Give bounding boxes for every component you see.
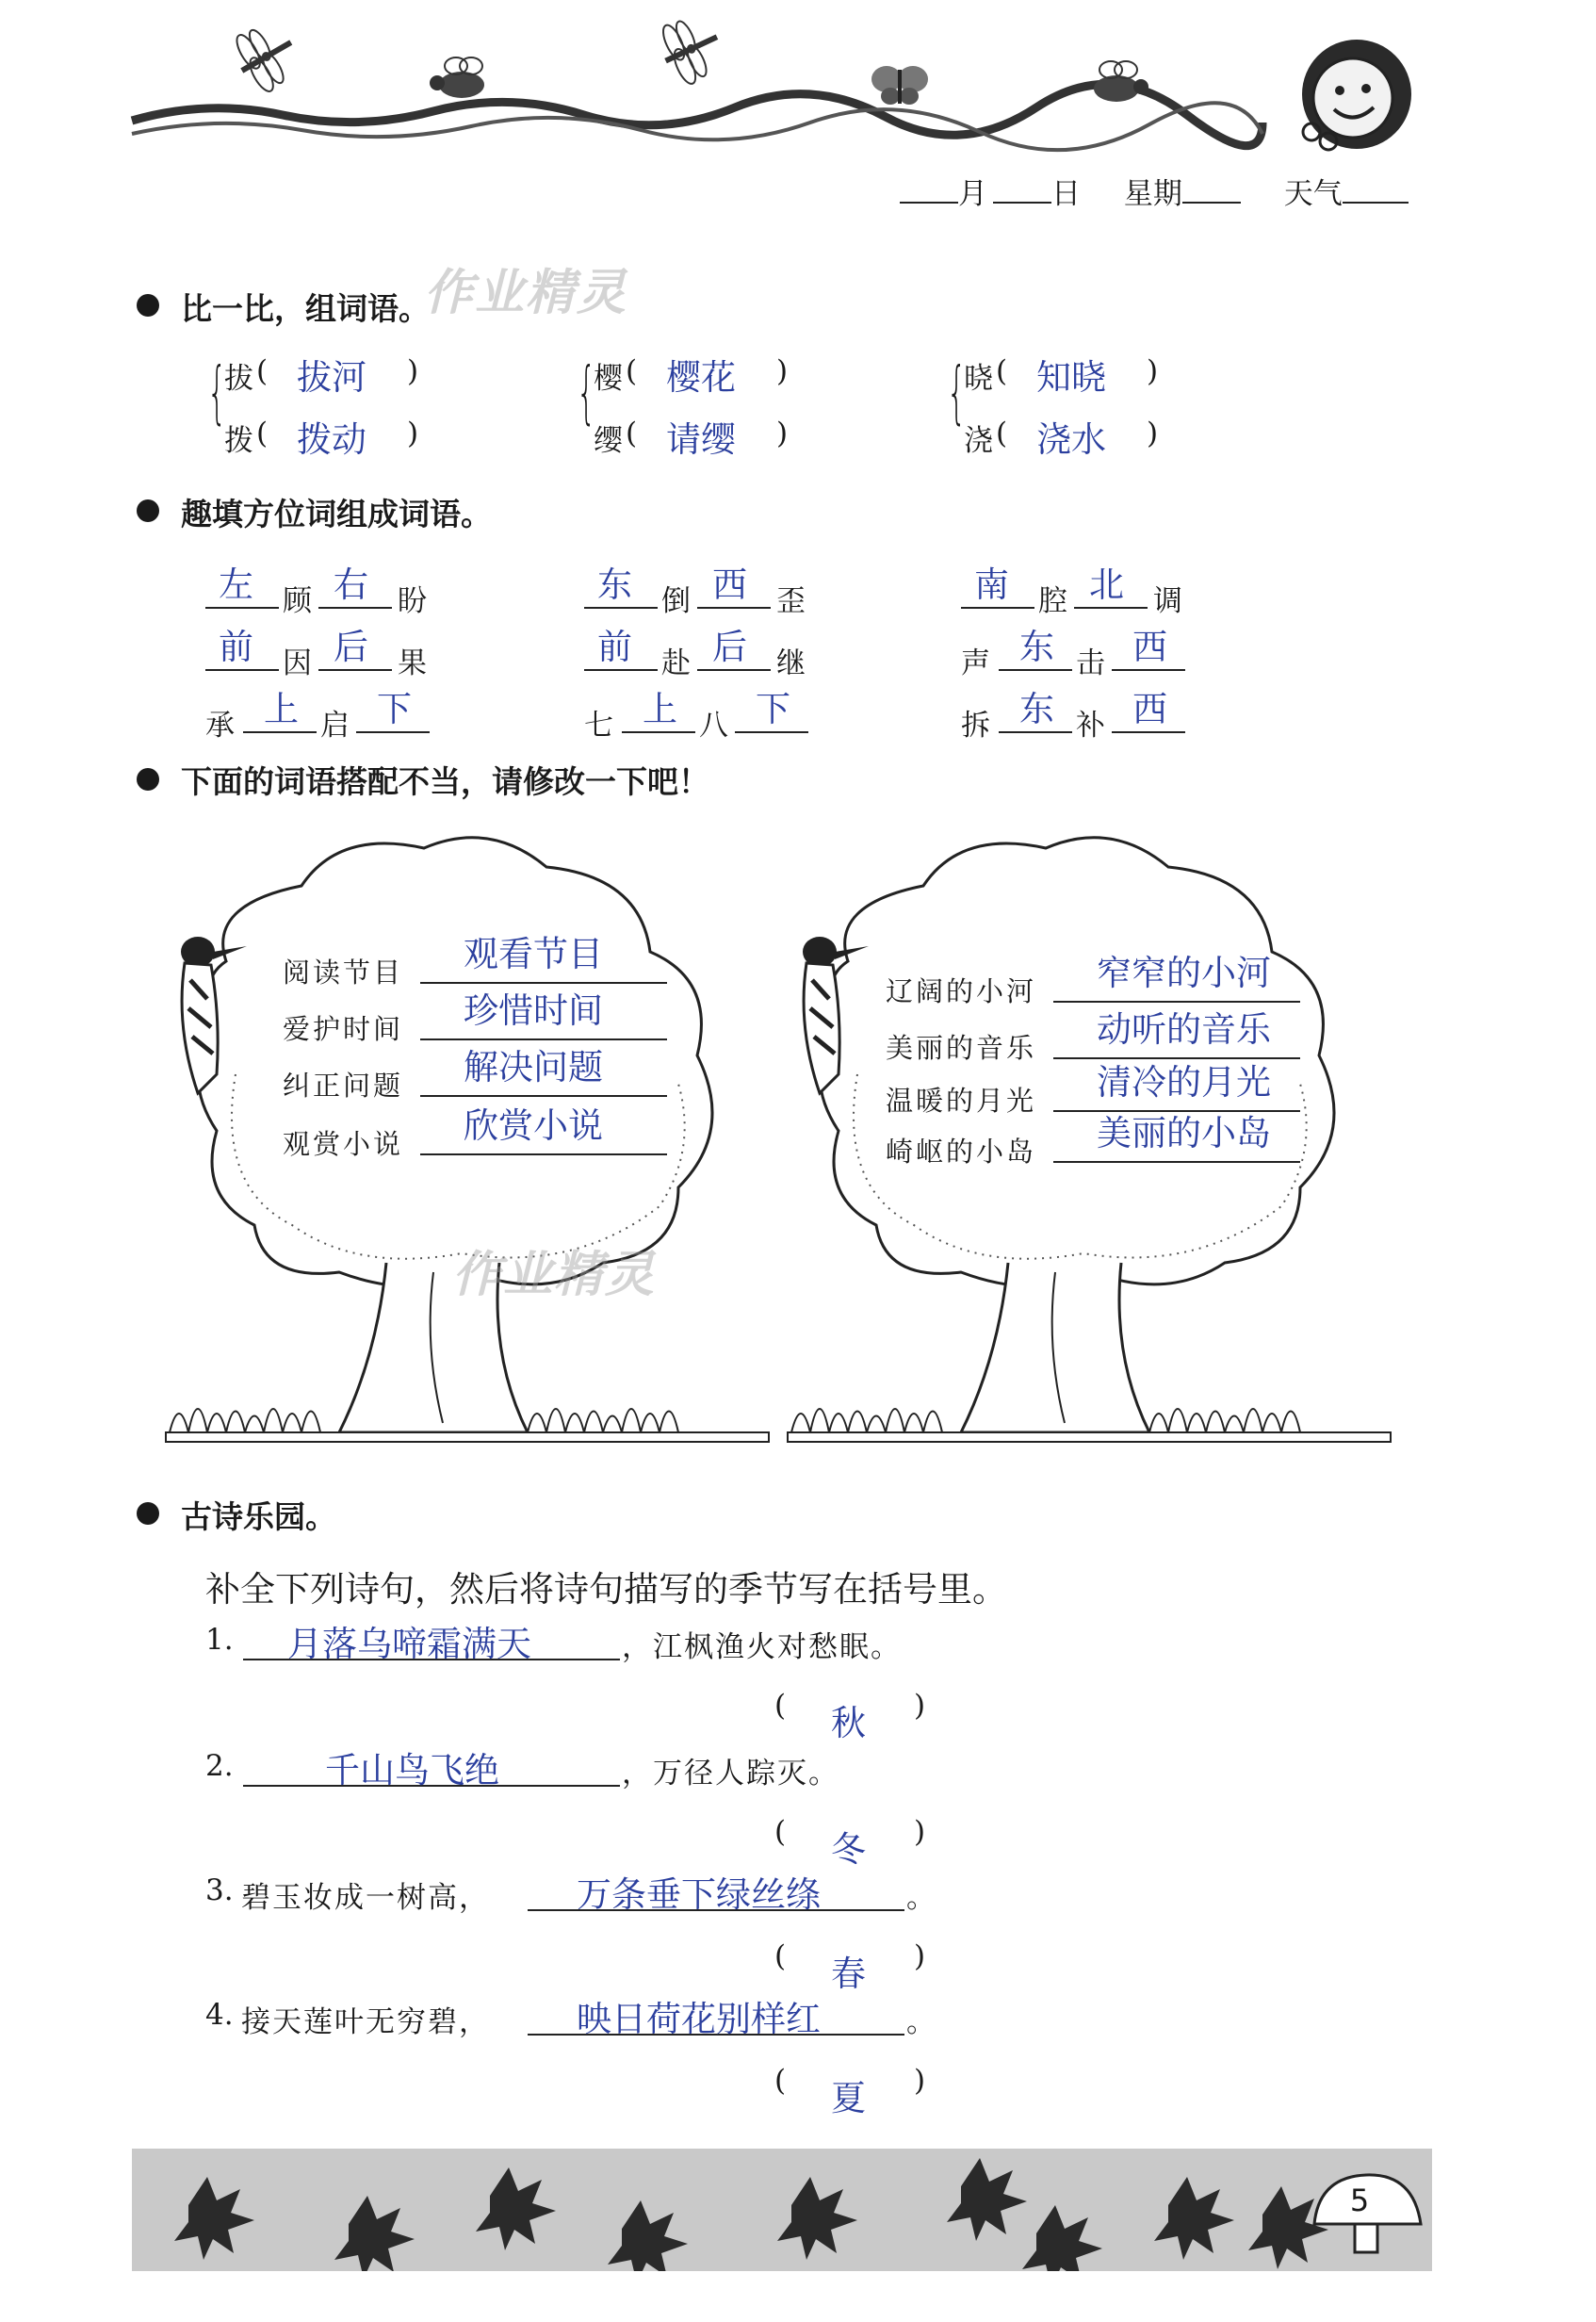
season-answer: 冬 bbox=[831, 1829, 866, 1870]
section-bullet bbox=[137, 499, 159, 522]
direction-answer: 南 bbox=[974, 564, 1009, 605]
fixed-phrase: 观看节目 bbox=[464, 934, 603, 974]
fixed-char: 承 bbox=[205, 709, 235, 743]
wrong-phrase: 阅读节目 bbox=[283, 957, 404, 989]
paren-close: ) bbox=[914, 1939, 926, 1973]
poem-number: 4. bbox=[205, 1998, 234, 2032]
month-label: 月 bbox=[958, 177, 987, 211]
fixed-char: 腔 bbox=[1038, 584, 1067, 618]
direction-answer: 前 bbox=[597, 627, 632, 667]
fixed-phrase: 窄窄的小河 bbox=[1097, 953, 1271, 993]
wrong-phrase: 辽阔的小河 bbox=[886, 975, 1037, 1007]
direction-answer: 上 bbox=[264, 689, 299, 729]
direction-answer: 西 bbox=[712, 564, 747, 605]
direction-answer: 东 bbox=[1019, 627, 1054, 667]
blank-line bbox=[356, 731, 430, 733]
section3-title: 下面的词语搭配不当，请修改一下吧！ bbox=[181, 763, 709, 800]
direction-answer: 东 bbox=[1019, 689, 1054, 729]
paren-close: ) bbox=[914, 1689, 926, 1723]
answer-word: 拨动 bbox=[297, 419, 366, 460]
fixed-char: 声 bbox=[961, 646, 990, 680]
paren-open: ( bbox=[256, 417, 269, 450]
poem-instruction: 补全下列诗句，然后将诗句描写的季节写在括号里。 bbox=[205, 1569, 1007, 1610]
season-answer: 春 bbox=[831, 1954, 866, 1994]
poem-answer: 千山鸟飞绝 bbox=[325, 1750, 499, 1791]
fixed-char: 倒 bbox=[661, 584, 691, 618]
bee-icon bbox=[1094, 61, 1148, 102]
blank-line bbox=[1112, 669, 1185, 671]
fixed-char: 启 bbox=[320, 709, 350, 743]
fixed-phrase: 美丽的小岛 bbox=[1097, 1113, 1271, 1153]
blank-line bbox=[205, 669, 279, 671]
direction-answer: 后 bbox=[712, 627, 747, 667]
fixed-char: 补 bbox=[1076, 709, 1105, 743]
direction-answer: 上 bbox=[643, 689, 677, 729]
blank-line bbox=[999, 731, 1072, 733]
poem-end: 。 bbox=[906, 2005, 936, 2039]
brace: { bbox=[577, 352, 596, 432]
direction-answer: 北 bbox=[1089, 564, 1124, 605]
poem-answer: 月落乌啼霜满天 bbox=[287, 1624, 531, 1664]
poem-text: ，万径人踪灭。 bbox=[622, 1757, 839, 1791]
direction-answer: 左 bbox=[219, 564, 253, 605]
blank-line bbox=[735, 731, 808, 733]
paren-close: ) bbox=[1147, 417, 1159, 450]
compare-char: 樱 bbox=[594, 362, 623, 396]
footer-leaf-banner bbox=[132, 2149, 1432, 2271]
poem-text: 接天莲叶无穷碧， bbox=[241, 2005, 490, 2039]
direction-answer: 下 bbox=[756, 689, 790, 729]
paren-open: ( bbox=[626, 417, 638, 450]
direction-answer: 右 bbox=[334, 564, 368, 605]
page-number: 5 bbox=[1349, 2183, 1370, 2218]
fixed-phrase: 清冷的月光 bbox=[1097, 1062, 1271, 1103]
fixed-char: 赴 bbox=[661, 646, 691, 680]
season-answer: 秋 bbox=[831, 1703, 866, 1743]
butterfly-icon bbox=[871, 66, 928, 105]
section4-title: 古诗乐园。 bbox=[181, 1498, 336, 1535]
bee-icon bbox=[430, 57, 484, 98]
direction-answer: 西 bbox=[1132, 627, 1167, 667]
blank-line bbox=[961, 607, 1034, 609]
paren-close: ) bbox=[407, 417, 419, 450]
compare-char: 缨 bbox=[594, 424, 623, 458]
fixed-char: 拆 bbox=[961, 709, 990, 743]
season-answer: 夏 bbox=[831, 2078, 866, 2118]
compare-char: 浇 bbox=[964, 424, 993, 458]
blank-line bbox=[205, 607, 279, 609]
paren-close: ) bbox=[914, 2064, 926, 2098]
section-bullet bbox=[137, 1502, 159, 1525]
compare-char: 晓 bbox=[964, 362, 993, 396]
answer-word: 樱花 bbox=[666, 357, 736, 398]
fixed-phrase: 解决问题 bbox=[464, 1047, 603, 1087]
poem-number: 1. bbox=[205, 1623, 234, 1657]
wrong-phrase: 爱护时间 bbox=[283, 1013, 404, 1045]
direction-answer: 西 bbox=[1132, 689, 1167, 729]
poem-end: 。 bbox=[906, 1881, 936, 1915]
brace: { bbox=[207, 352, 227, 432]
fixed-char: 调 bbox=[1153, 584, 1182, 618]
poem-answer: 万条垂下绿丝绦 bbox=[577, 1874, 821, 1915]
wrong-phrase: 温暖的月光 bbox=[886, 1085, 1037, 1117]
answer-word: 请缨 bbox=[666, 419, 736, 460]
blank-line bbox=[999, 669, 1072, 671]
watermark: 作业精灵 bbox=[424, 265, 628, 321]
fixed-char: 继 bbox=[776, 646, 806, 680]
paren-open: ( bbox=[256, 354, 269, 388]
poem-number: 3. bbox=[205, 1873, 234, 1907]
compare-char: 拔 bbox=[224, 362, 253, 396]
paren-open: ( bbox=[996, 354, 1008, 388]
poem-answer: 映日荷花别样红 bbox=[577, 1999, 821, 2039]
watermark: 作业精灵 bbox=[452, 1247, 657, 1303]
section-bullet bbox=[137, 768, 159, 791]
fixed-phrase: 欣赏小说 bbox=[464, 1105, 603, 1146]
paren-close: ) bbox=[776, 354, 789, 388]
fixed-char: 果 bbox=[398, 646, 427, 680]
blank-line bbox=[584, 607, 658, 609]
dragonfly-icon bbox=[226, 15, 307, 99]
poem-text: 碧玉妆成一树高， bbox=[241, 1881, 490, 1915]
answer-word: 浇水 bbox=[1036, 419, 1106, 460]
wrong-phrase: 美丽的音乐 bbox=[886, 1032, 1037, 1064]
wrong-phrase: 崎岖的小岛 bbox=[886, 1136, 1037, 1168]
answer-line bbox=[420, 1153, 667, 1155]
blank-line bbox=[243, 731, 317, 733]
wrong-phrase: 观赏小说 bbox=[283, 1128, 404, 1160]
blank-line bbox=[318, 607, 392, 609]
weather-label: 天气 bbox=[1283, 177, 1343, 211]
paren-open: ( bbox=[774, 1689, 787, 1723]
section2-title: 趣填方位词组成词语。 bbox=[181, 496, 492, 532]
answer-line bbox=[1053, 1161, 1300, 1163]
paren-open: ( bbox=[996, 417, 1008, 450]
poem-number: 2. bbox=[205, 1749, 234, 1783]
answer-word: 拔河 bbox=[297, 357, 366, 398]
paren-close: ) bbox=[914, 1815, 926, 1849]
blank-line bbox=[622, 731, 695, 733]
paren-close: ) bbox=[407, 354, 419, 388]
fixed-char: 八 bbox=[699, 709, 728, 743]
paren-close: ) bbox=[776, 417, 789, 450]
blank-line bbox=[697, 669, 771, 671]
direction-answer: 后 bbox=[334, 627, 368, 667]
fixed-phrase: 动听的音乐 bbox=[1097, 1009, 1271, 1050]
answer-word: 知晓 bbox=[1036, 357, 1106, 398]
paren-open: ( bbox=[774, 1815, 787, 1849]
wrong-phrase: 纠正问题 bbox=[283, 1070, 404, 1102]
blank-line bbox=[318, 669, 392, 671]
paren-close: ) bbox=[1147, 354, 1159, 388]
blank-line bbox=[1074, 607, 1148, 609]
fixed-char: 盼 bbox=[398, 584, 427, 618]
right-tree-icon bbox=[788, 838, 1391, 1442]
direction-answer: 前 bbox=[219, 627, 253, 667]
sun-face-icon bbox=[1302, 40, 1411, 150]
fixed-char: 击 bbox=[1076, 646, 1105, 680]
paren-open: ( bbox=[774, 1939, 787, 1973]
weekday-label: 星期 bbox=[1123, 177, 1182, 211]
blank-line bbox=[1112, 731, 1185, 733]
dragonfly-icon bbox=[652, 8, 730, 90]
fixed-char: 歪 bbox=[776, 584, 806, 618]
paren-open: ( bbox=[774, 2064, 787, 2098]
direction-answer: 东 bbox=[597, 564, 632, 605]
section1-title: 比一比，组词语。 bbox=[181, 290, 430, 327]
fixed-char: 七 bbox=[584, 709, 613, 743]
date-line bbox=[900, 170, 1409, 212]
section-bullet bbox=[137, 294, 159, 317]
day-label: 日 bbox=[1051, 177, 1081, 211]
paren-open: ( bbox=[626, 354, 638, 388]
direction-answer: 下 bbox=[377, 689, 412, 729]
poem-text: ，江枫渔火对愁眠。 bbox=[622, 1630, 902, 1664]
fixed-char: 顾 bbox=[283, 584, 312, 618]
compare-char: 拨 bbox=[224, 424, 253, 458]
fixed-phrase: 珍惜时间 bbox=[464, 990, 603, 1031]
brace: { bbox=[947, 352, 967, 432]
blank-line bbox=[697, 607, 771, 609]
blank-line bbox=[584, 669, 658, 671]
fixed-char: 因 bbox=[283, 646, 312, 680]
